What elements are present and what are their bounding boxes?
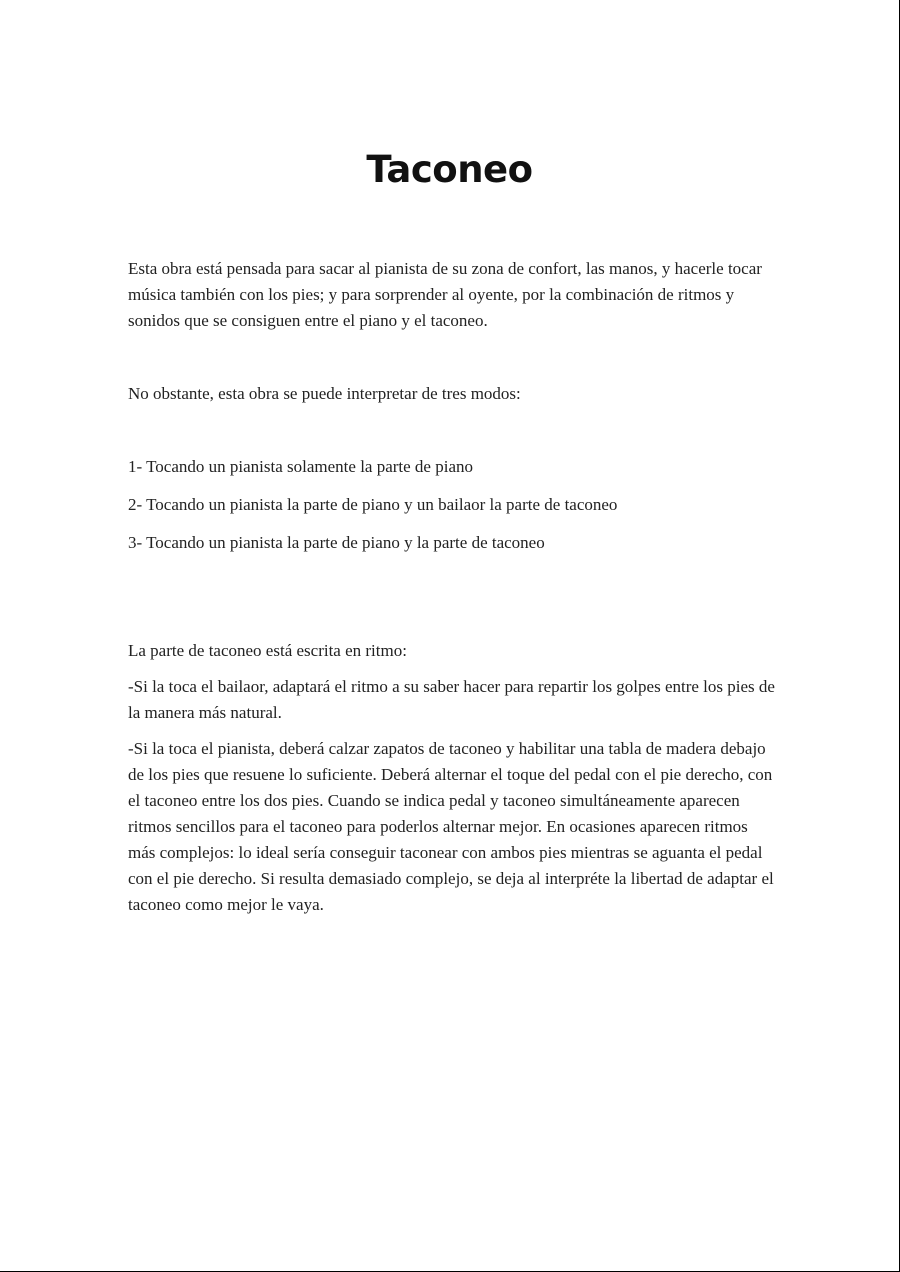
document-body — [128, 256, 778, 918]
intro-paragraph: Esta obra está pensada para sacar al pianista de su zona de confort, las manos, y hacerle tocar música también con los pies; y para sorprender al oyente, por la combinación de ritmos y sonidos que se consiguen entre el piano y el taconeo. — [128, 259, 762, 330]
mode-item-3: 3- Tocando un pianista la parte de piano y la parte de taconeo — [128, 533, 545, 552]
mode-item-1: 1- Tocando un pianista solamente la parte de piano — [128, 457, 473, 476]
page-title: Taconeo — [366, 148, 533, 191]
pianista-note-paragraph: -Si la toca el pianista, deberá calzar zapatos de taconeo y habilitar una tabla de madera debajo de los pies que resuene lo suficiente. Deberá alternar el toque del pedal con el pie derecho, con el taconeo entre los dos pies. Cuando se indica pedal y taconeo simultáneamente aparecen ritmos sencillos para el taconeo para poderlos alternar mejor. En ocasiones aparecen ritmos más complejos: lo ideal sería conseguir taconear con ambos pies mientras se aguanta el pedal con el pie derecho. Si resulta demasiado complejo, se deja al interpréte la libertad de adaptar el taconeo como mejor le vaya. — [128, 739, 774, 914]
rhythm-intro-paragraph: La parte de taconeo está escrita en ritmo: — [128, 641, 407, 660]
mode-item-2: 2- Tocando un pianista la parte de piano y un bailaor la parte de taconeo — [128, 495, 618, 514]
modes-intro-paragraph: No obstante, esta obra se puede interpretar de tres modos: — [128, 384, 521, 403]
modes-list — [128, 448, 778, 562]
bailaor-note-paragraph: -Si la toca el bailaor, adaptará el ritmo a su saber hacer para repartir los golpes entre los pies de la manera más natural. — [128, 677, 775, 722]
